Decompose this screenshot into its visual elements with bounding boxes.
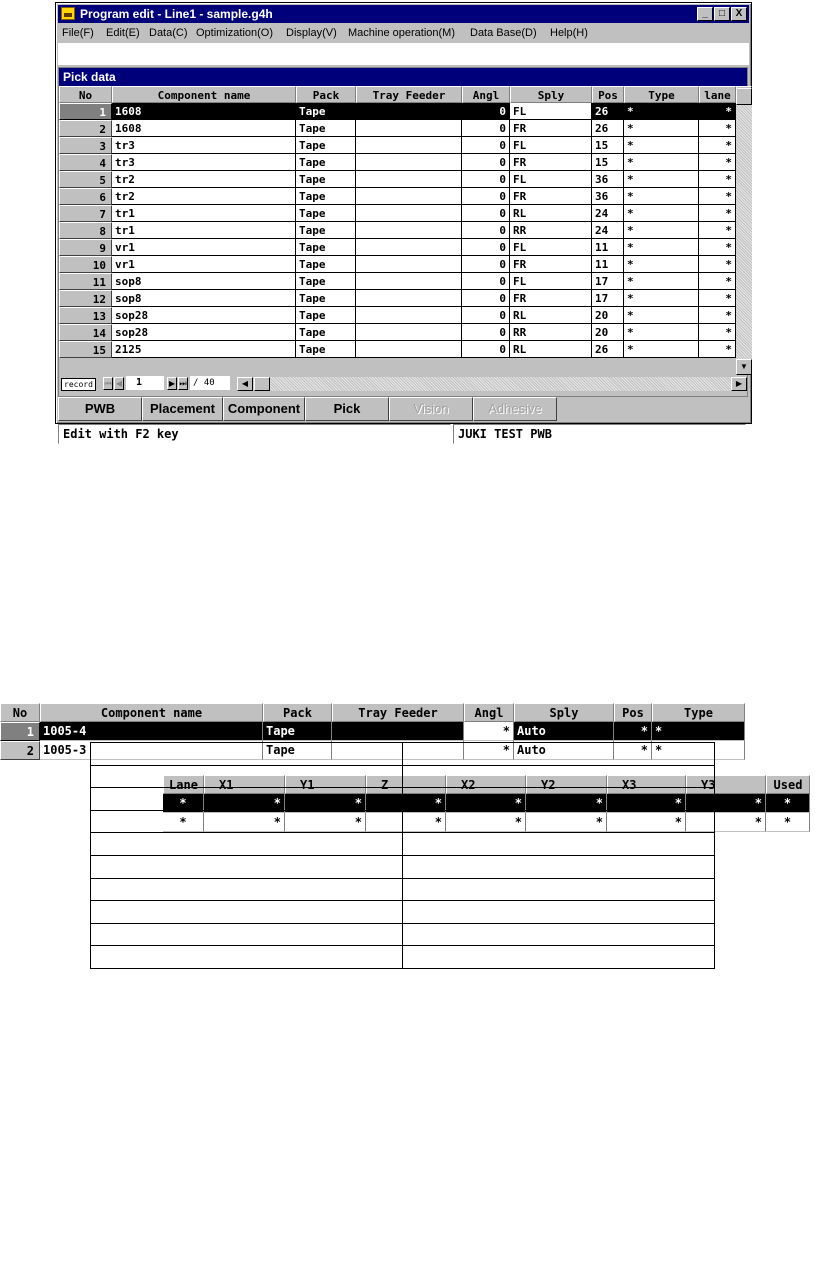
detail-row-number[interactable]: 1 bbox=[0, 722, 40, 741]
cell-angl[interactable]: 0 bbox=[462, 137, 510, 154]
cell-pos[interactable]: 26 bbox=[592, 120, 624, 137]
menu-file[interactable]: File(F) bbox=[62, 27, 94, 39]
cell-name[interactable]: tr3 bbox=[112, 137, 296, 154]
cell-pos[interactable]: 26 bbox=[592, 103, 624, 120]
detail2-header-x3[interactable]: X3 bbox=[607, 775, 686, 794]
cell-tray[interactable] bbox=[356, 273, 462, 290]
table-cell bbox=[91, 788, 403, 811]
cell-pack[interactable]: Tape bbox=[296, 188, 356, 205]
cell-pos[interactable]: 17 bbox=[592, 273, 624, 290]
cell-pos[interactable]: 26 bbox=[592, 341, 624, 358]
menu-help[interactable]: Help(H) bbox=[550, 27, 588, 39]
cell-lane[interactable]: * bbox=[699, 188, 736, 205]
table-cell bbox=[403, 743, 715, 766]
table-cell bbox=[91, 810, 403, 833]
cell-name[interactable]: 1608 bbox=[112, 120, 296, 137]
program-edit-window bbox=[55, 2, 752, 441]
cell-name[interactable]: 2125 bbox=[112, 341, 296, 358]
vertical-scrollbar[interactable] bbox=[736, 86, 752, 375]
detail2-cell-y2[interactable]: * bbox=[526, 794, 607, 813]
cell-angl[interactable]: 0 bbox=[462, 307, 510, 324]
cell-name[interactable]: vr1 bbox=[112, 239, 296, 256]
cell-pos[interactable]: 20 bbox=[592, 324, 624, 341]
cell-type[interactable]: * bbox=[624, 273, 699, 290]
scroll-thumb[interactable] bbox=[736, 88, 752, 105]
column-header-no[interactable]: No bbox=[59, 86, 112, 103]
cell-pos[interactable]: 15 bbox=[592, 154, 624, 171]
detail2-cell-y1[interactable]: * bbox=[285, 794, 366, 813]
record-navigator bbox=[59, 376, 747, 392]
row-number[interactable]: 13 bbox=[59, 307, 112, 324]
menu-optimization[interactable]: Optimization(O) bbox=[196, 27, 274, 39]
cell-type[interactable]: * bbox=[624, 205, 699, 222]
cell-name[interactable]: tr2 bbox=[112, 171, 296, 188]
table-cell bbox=[91, 855, 403, 878]
cell-name[interactable]: sop28 bbox=[112, 324, 296, 341]
row-number[interactable]: 8 bbox=[59, 222, 112, 239]
table-row bbox=[91, 878, 715, 901]
cell-pack[interactable]: Tape bbox=[296, 324, 356, 341]
cell-pos[interactable]: 17 bbox=[592, 290, 624, 307]
cell-tray[interactable] bbox=[356, 171, 462, 188]
table-cell bbox=[403, 810, 715, 833]
minimize-button[interactable]: _ bbox=[697, 7, 713, 21]
detail-cell-pack[interactable]: Tape bbox=[263, 722, 332, 741]
cell-type[interactable]: * bbox=[624, 324, 699, 341]
detail-header-pos[interactable]: Pos bbox=[614, 703, 652, 722]
detail2-cell-x1[interactable]: * bbox=[204, 813, 285, 832]
tab-placement[interactable]: Placement bbox=[142, 397, 223, 421]
table-cell bbox=[403, 765, 715, 788]
cell-name[interactable]: sop28 bbox=[112, 307, 296, 324]
cell-lane[interactable]: * bbox=[699, 154, 736, 171]
cell-sply[interactable]: FR bbox=[510, 256, 592, 273]
row-number[interactable]: 11 bbox=[59, 273, 112, 290]
cell-pack[interactable]: Tape bbox=[296, 307, 356, 324]
cell-pack[interactable]: Tape bbox=[296, 120, 356, 137]
first-record-icon[interactable]: ⏮ bbox=[104, 379, 112, 388]
cell-sply[interactable]: RL bbox=[510, 341, 592, 358]
cell-name[interactable]: tr1 bbox=[112, 222, 296, 239]
current-record-field[interactable]: 1 bbox=[126, 376, 164, 390]
cell-lane[interactable]: * bbox=[699, 307, 736, 324]
table-row bbox=[91, 743, 715, 766]
detail2-cell-used[interactable]: * bbox=[766, 794, 810, 813]
menu-data-base[interactable]: Data Base(D) bbox=[470, 27, 537, 39]
table-row bbox=[91, 833, 715, 856]
pick-data-panel bbox=[58, 67, 748, 397]
row-number[interactable]: 12 bbox=[59, 290, 112, 307]
cell-pack[interactable]: Tape bbox=[296, 341, 356, 358]
column-header-pos[interactable]: Pos bbox=[592, 86, 624, 103]
panel-title: Pick data bbox=[59, 68, 747, 86]
cell-pos[interactable]: 24 bbox=[592, 222, 624, 239]
detail-header-angl[interactable]: Angl bbox=[464, 703, 514, 722]
cell-pack[interactable]: Tape bbox=[296, 273, 356, 290]
cell-lane[interactable]: * bbox=[699, 273, 736, 290]
detail2-cell-x1[interactable]: * bbox=[204, 794, 285, 813]
detail2-header-lane[interactable]: Lane bbox=[163, 775, 204, 794]
cell-name[interactable]: sop8 bbox=[112, 273, 296, 290]
cell-lane[interactable]: * bbox=[699, 239, 736, 256]
detail2-header-z[interactable]: Z bbox=[366, 775, 446, 794]
detail-cell-pos[interactable]: * bbox=[614, 741, 652, 760]
cell-angl[interactable]: 0 bbox=[462, 273, 510, 290]
cell-type[interactable]: * bbox=[624, 103, 699, 120]
cell-name[interactable]: vr1 bbox=[112, 256, 296, 273]
cell-type[interactable]: * bbox=[624, 290, 699, 307]
cell-sply[interactable]: FL bbox=[510, 137, 592, 154]
cell-sply[interactable]: FL bbox=[510, 273, 592, 290]
cell-type[interactable]: * bbox=[624, 120, 699, 137]
cell-lane[interactable]: * bbox=[699, 290, 736, 307]
cell-type[interactable]: * bbox=[624, 154, 699, 171]
detail-header-no[interactable]: No bbox=[0, 703, 40, 722]
cell-angl[interactable]: 0 bbox=[462, 205, 510, 222]
cell-lane[interactable]: * bbox=[699, 205, 736, 222]
tab-vision[interactable]: Vision bbox=[389, 397, 473, 421]
detail2-cell-lane[interactable]: * bbox=[163, 794, 204, 813]
cell-lane[interactable]: * bbox=[699, 120, 736, 137]
table-cell bbox=[403, 788, 715, 811]
cell-angl[interactable]: 0 bbox=[462, 171, 510, 188]
cell-type[interactable]: * bbox=[624, 188, 699, 205]
detail-cell-pack[interactable]: Tape bbox=[263, 741, 332, 760]
cell-sply[interactable]: FL bbox=[510, 171, 592, 188]
detail2-cell-y2[interactable]: * bbox=[526, 813, 607, 832]
cell-pack[interactable]: Tape bbox=[296, 222, 356, 239]
column-header-pack[interactable]: Pack bbox=[296, 86, 356, 103]
maximize-button[interactable]: □ bbox=[714, 7, 730, 21]
cell-angl[interactable]: 0 bbox=[462, 154, 510, 171]
scroll-down-icon[interactable]: ▼ bbox=[736, 359, 752, 375]
menu-bar bbox=[58, 24, 749, 43]
cell-angl[interactable]: 0 bbox=[462, 222, 510, 239]
row-number[interactable]: 14 bbox=[59, 324, 112, 341]
horizontal-scrollbar[interactable] bbox=[237, 377, 743, 391]
cell-pos[interactable]: 11 bbox=[592, 239, 624, 256]
cell-angl[interactable]: 0 bbox=[462, 290, 510, 307]
cell-angl[interactable]: 0 bbox=[462, 188, 510, 205]
column-header-tray[interactable]: Tray Feeder bbox=[356, 86, 462, 103]
cell-pos[interactable]: 11 bbox=[592, 256, 624, 273]
row-number[interactable]: 10 bbox=[59, 256, 112, 273]
cell-type[interactable]: * bbox=[624, 222, 699, 239]
title-bar[interactable] bbox=[58, 5, 749, 23]
record-label: record bbox=[61, 378, 96, 391]
detail2-cell-x3[interactable]: * bbox=[607, 813, 686, 832]
cell-angl[interactable]: 0 bbox=[462, 120, 510, 137]
table-cell bbox=[403, 946, 715, 969]
cell-sply[interactable]: FR bbox=[510, 290, 592, 307]
detail-cell-pos[interactable]: * bbox=[614, 722, 652, 741]
cell-lane[interactable]: * bbox=[699, 137, 736, 154]
cell-tray[interactable] bbox=[356, 120, 462, 137]
tab-pwb[interactable]: PWB bbox=[58, 397, 142, 421]
detail-row-number[interactable]: 2 bbox=[0, 741, 40, 760]
table-cell bbox=[403, 855, 715, 878]
cell-type[interactable]: * bbox=[624, 171, 699, 188]
cell-tray[interactable] bbox=[356, 324, 462, 341]
detail-header-type[interactable]: Type bbox=[652, 703, 745, 722]
cell-sply[interactable]: FR bbox=[510, 154, 592, 171]
status-pwb-name: JUKI TEST PWB bbox=[453, 424, 746, 444]
detail-cell-angl[interactable]: * bbox=[464, 722, 514, 741]
row-number[interactable]: 6 bbox=[59, 188, 112, 205]
detail-cell-tray[interactable] bbox=[332, 722, 464, 741]
detail2-cell-used[interactable]: * bbox=[766, 813, 810, 832]
cell-tray[interactable] bbox=[356, 239, 462, 256]
cell-tray[interactable] bbox=[356, 222, 462, 239]
cell-pack[interactable]: Tape bbox=[296, 256, 356, 273]
cell-name[interactable]: tr1 bbox=[112, 205, 296, 222]
tab-adhesive[interactable]: Adhesive bbox=[473, 397, 557, 421]
detail-cell-name[interactable]: 1005-3 bbox=[40, 741, 263, 760]
cell-pos[interactable]: 24 bbox=[592, 205, 624, 222]
menu-machine-operation[interactable]: Machine operation(M) bbox=[348, 27, 455, 39]
scroll-left-icon[interactable]: ◀ bbox=[237, 377, 253, 391]
detail2-cell-x2[interactable]: * bbox=[446, 813, 526, 832]
cell-sply[interactable]: FR bbox=[510, 120, 592, 137]
detail-cell-angl[interactable]: * bbox=[464, 741, 514, 760]
record-total: / 40 bbox=[190, 376, 230, 390]
cell-lane[interactable]: * bbox=[699, 103, 736, 120]
cell-sply[interactable]: RL bbox=[510, 307, 592, 324]
cell-sply[interactable]: FL bbox=[510, 103, 592, 120]
cell-pos[interactable]: 36 bbox=[592, 171, 624, 188]
tab-pick[interactable]: Pick bbox=[305, 397, 389, 421]
cell-pos[interactable]: 15 bbox=[592, 137, 624, 154]
detail-header-pack[interactable]: Pack bbox=[263, 703, 332, 722]
table-cell bbox=[403, 923, 715, 946]
column-header-sply[interactable]: Sply bbox=[510, 86, 592, 103]
menu-edit[interactable]: Edit(E) bbox=[106, 27, 140, 39]
cell-name[interactable]: tr2 bbox=[112, 188, 296, 205]
table-row bbox=[91, 946, 715, 969]
detail2-cell-x2[interactable]: * bbox=[446, 794, 526, 813]
table-row bbox=[91, 923, 715, 946]
detail2-cell-x3[interactable]: * bbox=[607, 794, 686, 813]
cell-tray[interactable] bbox=[356, 188, 462, 205]
cell-tray[interactable] bbox=[356, 137, 462, 154]
detail2-header-x1[interactable]: X1 bbox=[204, 775, 285, 794]
table-cell bbox=[91, 923, 403, 946]
cell-pack[interactable]: Tape bbox=[296, 137, 356, 154]
table-row bbox=[91, 788, 715, 811]
column-header-angl[interactable]: Angl bbox=[462, 86, 510, 103]
cell-sply[interactable]: RL bbox=[510, 205, 592, 222]
app-icon bbox=[61, 7, 75, 20]
cell-tray[interactable] bbox=[356, 103, 462, 120]
cell-tray[interactable] bbox=[356, 205, 462, 222]
cell-tray[interactable] bbox=[356, 154, 462, 171]
detail2-header-y2[interactable]: Y2 bbox=[526, 775, 607, 794]
row-number[interactable]: 5 bbox=[59, 171, 112, 188]
cell-tray[interactable] bbox=[356, 256, 462, 273]
toolbar-area bbox=[58, 43, 749, 65]
cell-pack[interactable]: Tape bbox=[296, 290, 356, 307]
detail2-cell-z[interactable]: * bbox=[366, 794, 446, 813]
row-number[interactable]: 4 bbox=[59, 154, 112, 171]
cell-tray[interactable] bbox=[356, 290, 462, 307]
detail-header-name[interactable]: Component name bbox=[40, 703, 263, 722]
detail-header-tray[interactable]: Tray Feeder bbox=[332, 703, 464, 722]
detail2-header-used[interactable]: Used bbox=[766, 775, 810, 794]
table-cell bbox=[91, 833, 403, 856]
cell-type[interactable]: * bbox=[624, 341, 699, 358]
table-cell bbox=[91, 946, 403, 969]
hscroll-thumb[interactable] bbox=[254, 377, 270, 391]
cell-pos[interactable]: 36 bbox=[592, 188, 624, 205]
menu-display[interactable]: Display(V) bbox=[286, 27, 337, 39]
cell-pack[interactable]: Tape bbox=[296, 171, 356, 188]
table-row bbox=[91, 765, 715, 788]
cell-angl[interactable]: 0 bbox=[462, 103, 510, 120]
detail-cell-sply[interactable]: Auto bbox=[514, 722, 614, 741]
cell-tray[interactable] bbox=[356, 307, 462, 324]
cell-sply[interactable]: FL bbox=[510, 239, 592, 256]
cell-lane[interactable]: * bbox=[699, 341, 736, 358]
detail2-header-x2[interactable]: X2 bbox=[446, 775, 526, 794]
prev-record-icon[interactable]: ◀ bbox=[115, 379, 123, 388]
column-header-type[interactable]: Type bbox=[624, 86, 699, 103]
cell-type[interactable]: * bbox=[624, 239, 699, 256]
detail-cell-sply[interactable]: Auto bbox=[514, 741, 614, 760]
row-number[interactable]: 7 bbox=[59, 205, 112, 222]
cell-pack[interactable]: Tape bbox=[296, 103, 356, 120]
cell-pos[interactable]: 20 bbox=[592, 307, 624, 324]
column-header-name[interactable]: Component name bbox=[112, 86, 296, 103]
cell-lane[interactable]: * bbox=[699, 324, 736, 341]
cell-sply[interactable]: RR bbox=[510, 222, 592, 239]
empty-table bbox=[90, 742, 715, 969]
table-cell bbox=[91, 901, 403, 924]
cell-lane[interactable]: * bbox=[699, 256, 736, 273]
table-cell bbox=[91, 765, 403, 788]
cell-angl[interactable]: 0 bbox=[462, 341, 510, 358]
close-button[interactable]: X bbox=[731, 7, 747, 21]
row-number[interactable]: 2 bbox=[59, 120, 112, 137]
cell-name[interactable]: 1608 bbox=[112, 103, 296, 120]
cell-name[interactable]: tr3 bbox=[112, 154, 296, 171]
detail-header-sply[interactable]: Sply bbox=[514, 703, 614, 722]
table-cell bbox=[91, 743, 403, 766]
table-cell bbox=[403, 878, 715, 901]
row-number[interactable]: 3 bbox=[59, 137, 112, 154]
table-row bbox=[91, 901, 715, 924]
status-hint: Edit with F2 key bbox=[58, 424, 451, 444]
table-cell bbox=[91, 878, 403, 901]
detail-cell-type[interactable]: * bbox=[652, 741, 745, 760]
table-cell bbox=[403, 901, 715, 924]
detail-cell-type[interactable]: * bbox=[652, 722, 745, 741]
window-title: Program edit - Line1 - sample.g4h bbox=[80, 7, 273, 21]
cell-lane[interactable]: * bbox=[699, 222, 736, 239]
cell-tray[interactable] bbox=[356, 341, 462, 358]
scroll-right-icon[interactable]: ▶ bbox=[731, 377, 747, 391]
row-number[interactable]: 9 bbox=[59, 239, 112, 256]
cell-sply[interactable]: FR bbox=[510, 188, 592, 205]
detail2-cell-y3[interactable]: * bbox=[686, 813, 766, 832]
detail2-cell-z[interactable]: * bbox=[366, 813, 446, 832]
detail2-cell-lane[interactable]: * bbox=[163, 813, 204, 832]
cell-pack[interactable]: Tape bbox=[296, 239, 356, 256]
cell-sply[interactable]: RR bbox=[510, 324, 592, 341]
last-record-icon[interactable]: ⏭ bbox=[179, 379, 187, 388]
detail2-cell-y3[interactable]: * bbox=[686, 794, 766, 813]
cell-angl[interactable]: 0 bbox=[462, 324, 510, 341]
cell-angl[interactable]: 0 bbox=[462, 239, 510, 256]
cell-angl[interactable]: 0 bbox=[462, 256, 510, 273]
table-cell bbox=[403, 833, 715, 856]
menu-data[interactable]: Data(C) bbox=[149, 27, 188, 39]
cell-type[interactable]: * bbox=[624, 256, 699, 273]
cell-pack[interactable]: Tape bbox=[296, 205, 356, 222]
table-row bbox=[91, 810, 715, 833]
cell-lane[interactable]: * bbox=[699, 171, 736, 188]
detail-cell-name[interactable]: 1005-4 bbox=[40, 722, 263, 741]
row-number[interactable]: 1 bbox=[59, 103, 112, 120]
detail2-header-y1[interactable]: Y1 bbox=[285, 775, 366, 794]
cell-type[interactable]: * bbox=[624, 137, 699, 154]
column-header-lane[interactable]: lane bbox=[699, 86, 736, 103]
detail2-header-y3[interactable]: Y3 bbox=[686, 775, 766, 794]
next-record-icon[interactable]: ▶ bbox=[168, 379, 176, 388]
tab-component[interactable]: Component bbox=[223, 397, 305, 421]
cell-type[interactable]: * bbox=[624, 307, 699, 324]
cell-pack[interactable]: Tape bbox=[296, 154, 356, 171]
cell-name[interactable]: sop8 bbox=[112, 290, 296, 307]
row-number[interactable]: 15 bbox=[59, 341, 112, 358]
table-row bbox=[91, 855, 715, 878]
detail2-cell-y1[interactable]: * bbox=[285, 813, 366, 832]
